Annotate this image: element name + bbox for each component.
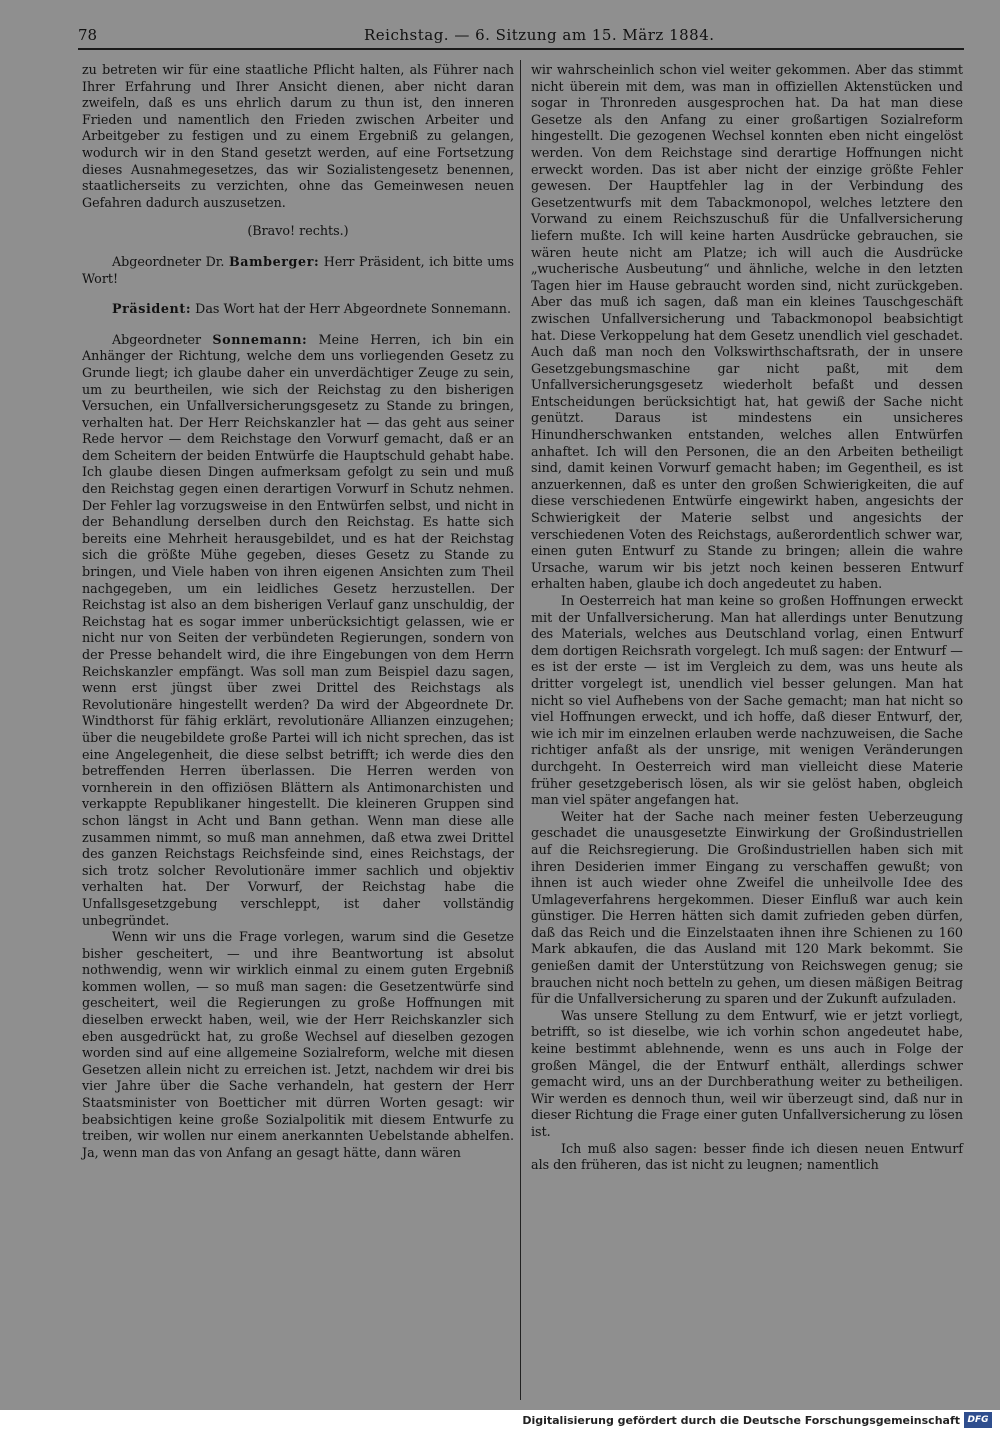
speaker-paragraph (82, 332, 514, 929)
left-column (82, 62, 514, 1161)
speech-text: Herr Präsident, ich bitte ums Wort! (82, 253, 514, 286)
speech-text: Das Wort hat der Herr Abgeordnete Sonnemann. (191, 301, 511, 317)
header-rule (78, 48, 964, 50)
dfg-logo: DFG (964, 1412, 992, 1428)
paragraph: wir wahrscheinlich schon viel weiter gekommen. Aber das stimmt nicht überein mit dem, was man in offiziellen Aktenstücken und sogar in Thronreden ausgesprochen hat. Da hat man diese Gesetze als den Anfang zu einer großartigen Sozialreform hingestellt. Die gezogenen Wechsel konnten eben nicht eingelöst werden. Von dem Reichstage sind derartige Hoffnungen nicht erweckt worden. Das ist aber nicht der einzige größte Fehler gewesen. Der Hauptfehler lag in der Verbindung des Gesetzentwurfs mit dem Tabackmonopol, welches letztere den Vorwand zu einem Reichszuschuß für die Unfallversicherung liefern mußte. Ich will keine harten Ausdrücke gebrauchen, sie wären heute nicht am Platze; ich will auch die Ausdrücke „wucherische Ausbeutung“ und ähnliche, welche in den letzten Tagen hier im Hause gebraucht worden sind, nicht zurückgeben. Aber das muß ich sagen, daß man ein kleines Tauschgeschäft zwischen Unfallversicherung und Tabackmonopol beabsichtigt hat. Diese Verkoppelung hat dem Gesetz unendlich viel geschadet. Auch daß man noch den Volkswirthschaftsrath, der in unsere Gesetzgebungsmaschine gar nicht paßt, mit dem Unfallversicherungsgesetz wiederholt befaßt und dessen Entscheidungen berücksichtigt hat, hat gewiß der Sache nicht genützt. Daraus ist mindestens ein unsicheres Hinundherschwanken entstanden, welches allen Entwürfen anhaftet. Ich will den Personen, die an den Arbeiten betheiligt sind, damit keinen Vorwurf gemacht haben; im Gegentheil, es ist anzuerkennen, daß es unter den großen Schwierigkeiten, die auf diese verschiedenen Entwürfe eingewirkt haben, angesichts der Schwierigkeit der Materie selbst und angesichts der verschiedenen Voten des Reichstags, außerordentlich schwer war, einen guten Entwurf zu Stande zu bringen; allein die wahre Ursache, warum wir bis jetzt noch keinen besseren Entwurf erhalten haben, glaube ich doch angedeutet zu haben. (531, 62, 963, 592)
speaker-title: Abgeordneter (112, 331, 213, 347)
speaker-name: Sonnemann: (212, 331, 308, 347)
speaker-paragraph (82, 301, 514, 318)
interjection: (Bravo! rechts.) (247, 223, 349, 239)
running-title: Reichstag. — 6. Sitzung am 15. März 1884. (364, 26, 715, 44)
speech-text: Meine Herren, ich bin ein Anhänger der Richtung, welche dem uns vorliegenden Gesetz zu Grunde liegt; ich glaube daher ein unverdächtiger Zeuge zu sein, um zu beurtheilen, wie sich der Reichstag zu den bisherigen Versuchen, ein Unfallversicherungsgesetz zu Stande zu bringen, verhalten hat. Der Herr Reichskanzler hat — das geht aus seiner Rede hervor — dem Reichstage den Vorwurf gemacht, daß er an dem Scheitern der beiden Entwürfe die Hauptschuld gehabt habe. Ich glaube diesen Dingen aufmerksam gefolgt zu sein und muß den Reichstag gegen einen derartigen Vorwurf in Schutz nehmen. Der Fehler lag vorzugsweise in den Entwürfen selbst, und nicht in der Behandlung derselben durch den Reichstag. Es hatte sich bereits eine Mehrheit herausgebildet, und es hat der Reichstag sich die größte Mühe gegeben, dieses Gesetz zu Stande zu bringen, und Viele haben von ihren eigenen Ansichten zum Theil nachgegeben, um ein leidliches Gesetz herzustellen. Der Reichstag ist also an dem bisherigen Verlauf ganz unschuldig, der Reichstag hat es sogar immer unberücksichtigt gelassen, wie er nicht nur von Seiten der verbündeten Regierungen, sondern von der Presse behandelt wird, die ihre Eingebungen von dem Herrn Reichskanzler empfängt. Was soll man zum Beispiel dazu sagen, wenn erst jüngst über zwei Drittel des Reichstags als Revolutionäre hingestellt werden? Da wird der Abgeordnete Dr. Windthorst für fähig erklärt, revolutionäre Allianzen einzugehen; über die neugebildete große Partei will ich nicht sprechen, das ist eine Angelegenheit, die diese selbst betrifft; ich werde dies den betreffenden Herren überlassen. Die Herren werden von vornherein in den offiziösen Blättern als Antimonarchisten und verkappte Republikaner hingestellt. Die kleineren Gruppen sind schon längst in Acht und Bann gethan. Wenn man diese alle zusammen nimmt, so muß man annehmen, daß etwa zwei Drittel des ganzen Reichstags Reichsfeinde sind, eines Reichstags, der sich trotz solcher Revolutionäre immer sachlich und objektiv verhalten hat. Der Vorwurf, der Reichstag habe die Unfallsgesetzgebung verschleppt, ist daher vollständig unbegründet. (82, 331, 514, 928)
column-divider (520, 60, 521, 1400)
speaker-title: Abgeordneter Dr. (112, 253, 229, 269)
paragraph: Weiter hat der Sache nach meiner festen Ueberzeugung geschadet die unausgesetzte Einwirkung der Großindustriellen auf die Reichsregierung. Die Großindustriellen haben sich mit ihren Desiderien immer Eingang zu verschaffen gewußt; von ihnen ist auch wieder ohne Zweifel die unheilvolle Idee des Umlageverfahrens hergekommen. Dieser Einfluß war auch kein günstiger. Die Herren hätten sich damit zufrieden geben dürfen, daß das Reich und die Einzelstaaten ihnen ihre Schienen zu 160 Mark abkaufen, die das Ausland mit 120 Mark bekommt. Sie genießen damit der Unterstützung von Reichswegen genug; sie brauchen nicht noch betteln zu gehen, um diesen mäßigen Beitrag für die Unfallversicherung zu sparen und der Zukunft aufzuladen. (531, 808, 963, 1007)
page-header (78, 24, 964, 48)
speaker-name: Bamberger: (228, 253, 320, 269)
paragraph: Ich muß also sagen: besser finde ich diesen neuen Entwurf als den früheren, das ist nicht zu leugnen; namentlich (531, 1140, 963, 1173)
digitization-credit: Digitalisierung gefördert durch die Deutsche Forschungsgemeinschaft (522, 1414, 960, 1427)
page-number: 78 (78, 26, 98, 44)
paragraph: Wenn wir uns die Frage vorlegen, warum sind die Gesetze bisher gescheitert, — und ihre Beantwortung ist absolut nothwendig, wenn wir wirklich einmal zu einem guten Ergebniß kommen wollen, — so muß man sagen: die Gesetzentwürfe sind gescheitert, weil die Regierungen zu große Hoffnungen mit dieselben erweckt haben, weil, wie der Herr Reichskanzler sich eben ausgedrückt hat, zu große Wechsel auf dieselben gezogen worden sind auf eine allgemeine Sozialreform, welche mit diesen Gesetzen allein nicht zu erreichen ist. Jetzt, nachdem wir drei bis vier Jahre über die Sache verhandeln, hat gestern der Herr Staatsminister von Boetticher mit dürren Worten gesagt: wir beabsichtigen keine große Sozialpolitik mit diesem Entwurfe zu treiben, wir wollen nur einem anerkannten Uebelstande abhelfen. Ja, wenn man das von Anfang an gesagt hätte, dann wären (82, 929, 514, 1160)
page-footer (0, 1410, 1000, 1432)
speaker-name: Präsident: (112, 301, 192, 317)
paragraph: Was unsere Stellung zu dem Entwurf, wie er jetzt vorliegt, betrifft, so ist dieselbe, wie ich vorhin schon angedeutet habe, keine bestimmt ablehnende, wenn es uns auch in Folge der großen Mängel, die der Entwurf enthält, allerdings schwer gemacht wird, uns an der Durchberathung weiter zu betheiligen. Wir werden es dennoch thun, weil wir überzeugt sind, daß nur in dieser Richtung die Frage einer guten Unfallversicherung zu lösen ist. (531, 1007, 963, 1139)
right-column (531, 62, 963, 1174)
speaker-paragraph (82, 254, 514, 287)
paragraph: zu betreten wir für eine staatliche Pflicht halten, als Führer nach Ihrer Erfahrung und Ihrer Ansicht dienen, aber nicht daran zweifeln, daß es uns ehrlich darum zu thun ist, den inneren Frieden und namentlich den Frieden zwischen Arbeiter und Arbeitgeber zu festigen und zu einem Ergebniß zu gelangen, wodurch wir in den Stand gesetzt werden, auf eine Fortsetzung dieses Ausnahmegesetzes, das wir Sozialistengesetz benennen, staatlicherseits zu verzichten, ohne das Gemeinwesen neuen Gefahren dadurch auszusetzen. (82, 62, 514, 210)
paragraph: In Oesterreich hat man keine so großen Hoffnungen erweckt mit der Unfallversicherung. Man hat allerdings unter Benutzung des Materials, welches aus Deutschland vorlag, einen Entwurf dem dortigen Reichsrath vorgelegt. Ich muß sagen: der Entwurf — es ist der erste — ist im Vergleich zu dem, was uns heute als dritter vorgelegt ist, unendlich viel besser gelungen. Man hat nicht so viel Aufhebens von der Sache gemacht; man hat nicht so viel Hoffnungen erweckt, und ich hoffe, daß dieser Entwurf, der, wie ich mir im einzelnen erlauben werde nachzuweisen, die Sache richtiger anfaßt als der unsrige, mit wenigen Veränderungen durchgeht. In Oesterreich wird man vielleicht diese Materie früher gesetzgeberisch lösen, als wir sie gelöst haben, obgleich man viel später angefangen hat. (531, 593, 963, 808)
